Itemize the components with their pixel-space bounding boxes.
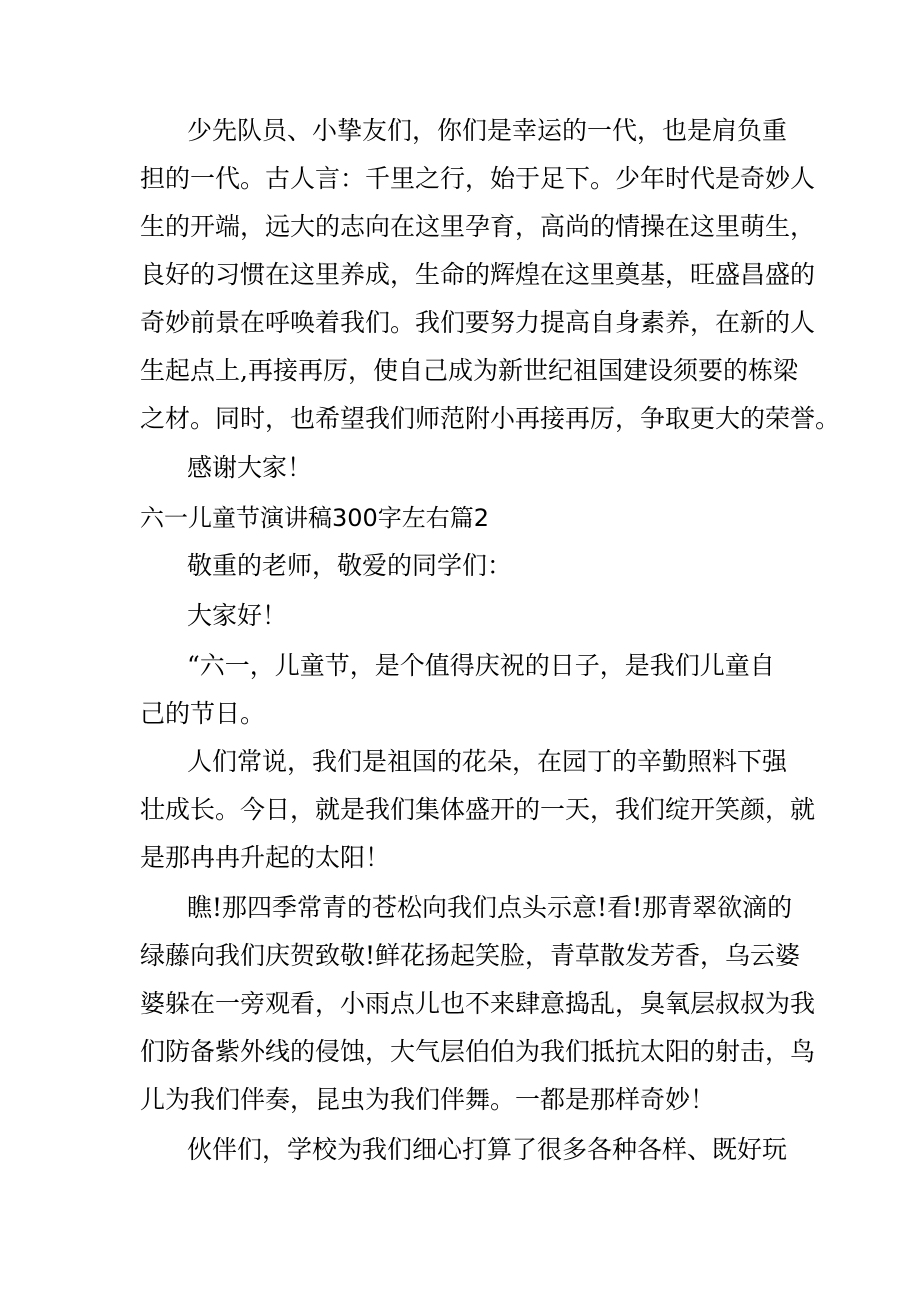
paragraph-line: 己的节日。: [140, 699, 266, 728]
paragraph-line: 伙伴们，学校为我们细心打算了很多各种各样、既好玩: [187, 1135, 788, 1164]
paragraph-line: 少先队员、小挚友们，你们是幸运的一代，也是肩负重: [187, 116, 788, 145]
paragraph-line: 大家好！: [187, 601, 288, 630]
section-heading: 六一儿童节演讲稿300字左右篇2: [140, 504, 490, 532]
paragraph-line: 绿藤向我们庆贺致敬!鲜花扬起笑脸，青草散发芳香，乌云婆: [140, 941, 801, 970]
paragraph-line: 敬重的老师，敬爱的同学们：: [187, 551, 513, 580]
paragraph-line: 人们常说，我们是祖国的花朵，在园丁的辛勤照料下强: [187, 747, 788, 776]
paragraph-line: 们防备紫外线的侵蚀，大气层伯伯为我们抵抗太阳的射击，鸟: [140, 1037, 816, 1066]
paragraph-line: 生起点上,再接再厉，使自己成为新世纪祖国建设须要的栋梁: [140, 356, 798, 385]
paragraph-line: 瞧!那四季常青的苍松向我们点头示意!看!那青翠欲滴的: [187, 893, 793, 922]
paragraph-line: 壮成长。今日，就是我们集体盛开的一天，我们绽开笑颜，就: [140, 795, 816, 824]
paragraph-line: “六一，儿童节，是个值得庆祝的日子，是我们儿童自: [187, 651, 775, 680]
paragraph-line: 感谢大家！: [187, 453, 313, 482]
paragraph-line: 良好的习惯在这里养成，生命的辉煌在这里奠基，旺盛昌盛的: [140, 260, 816, 289]
paragraph-line: 婆躲在一旁观看，小雨点儿也不来肆意捣乱，臭氧层叔叔为我: [140, 989, 816, 1018]
paragraph-line: 生的开端，远大的志向在这里孕育，高尚的情操在这里萌生，: [140, 212, 816, 241]
paragraph-line: 儿为我们伴奏，昆虫为我们伴舞。一都是那样奇妙！: [140, 1085, 716, 1114]
paragraph-line: 之材。同时，也希望我们师范附小再接再厉，争取更大的荣誉。: [140, 404, 841, 433]
paragraph-line: 是那冉冉升起的太阳！: [140, 843, 391, 872]
paragraph-line: 担的一代。古人言：千里之行，始于足下。少年时代是奇妙人: [140, 164, 816, 193]
paragraph-line: 奇妙前景在呼唤着我们。我们要努力提高自身素养，在新的人: [140, 308, 816, 337]
